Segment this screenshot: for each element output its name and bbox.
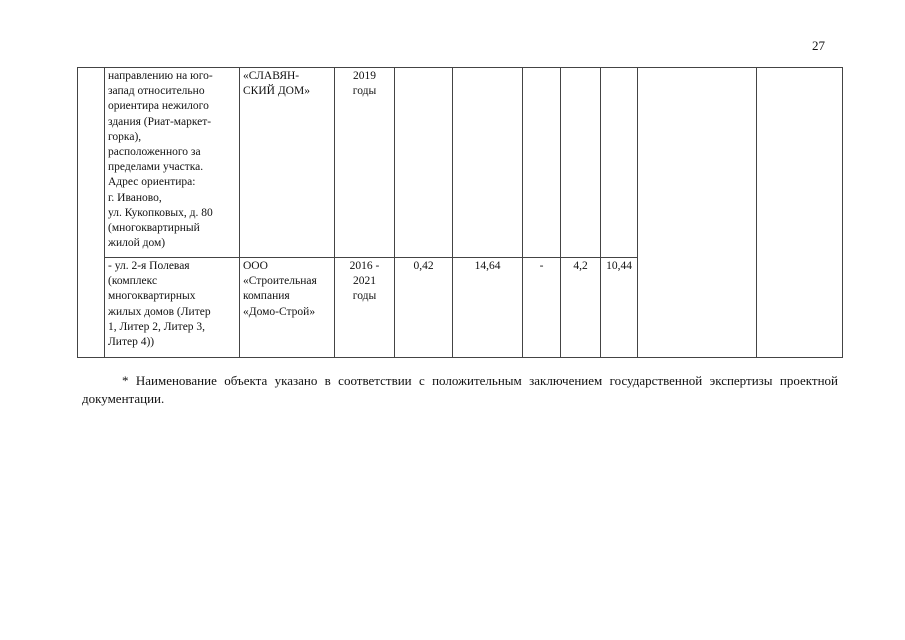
footnote: * Наименование объекта указано в соответствии с положительным заключением государственной экспертизы проектной документации. [82,373,838,406]
period-text: 2019 годы [352,70,377,98]
object-name-cell [105,258,240,358]
page-number: 27 [812,38,825,53]
developer-cell [240,68,335,258]
object-name-text: - ул. 2-я Полевая (комплекс многоквартирных жилых домов (Литер 1, Литер 2, Литер 3, Литер 4)) [108,260,211,349]
period-text: 2016 - 2021 годы [349,260,380,303]
period-cell [335,258,395,358]
developer-text: ООО «Строительная компания «Домо-Строй» [243,260,317,318]
value-cell: - [523,258,561,358]
value-cell: 14,64 [453,258,523,358]
value-cell: 4,2 [561,258,601,358]
empty-cell [757,68,843,358]
value-cell [395,68,453,258]
developer-text: «СЛАВЯН- СКИЙ ДОМ» [243,70,310,98]
empty-cell [638,68,757,358]
table-row [78,68,843,258]
value-cell [601,68,638,258]
number-cell [78,68,105,358]
object-name-text: направлению на юго- запад относительно ориентира нежилого здания (Риат-маркет- горка), расположенного за пределами участка. Адрес ориентира: г. Иваново, ул. Кукопковых, д. 80 (многоквартирный жилой дом) [108,70,213,250]
object-name-cell [105,68,240,258]
value-cell [453,68,523,258]
construction-objects-table [77,67,843,358]
developer-cell [240,258,335,358]
value-cell [561,68,601,258]
value-cell [523,68,561,258]
period-cell [335,68,395,258]
value-cell: 10,44 [601,258,638,358]
value-cell: 0,42 [395,258,453,358]
